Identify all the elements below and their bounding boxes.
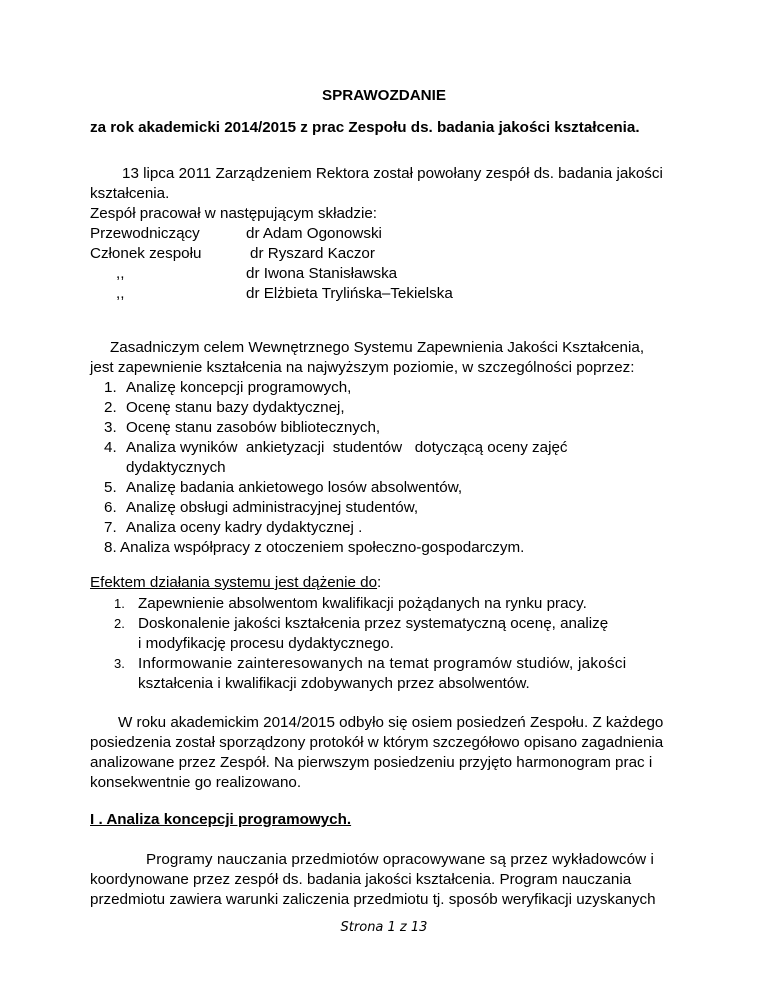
list-item: Analiza oceny kadry dydaktycznej . xyxy=(126,519,363,536)
section-heading: I . Analiza koncepcji programowych. xyxy=(90,811,352,828)
list-number: 3. xyxy=(114,656,125,671)
list-number: 6. xyxy=(104,499,117,516)
meetings-line-4: konsekwentnie go realizowano. xyxy=(90,774,302,791)
effects-heading xyxy=(90,573,381,593)
effects-item: Informowanie zainteresowanych na temat programów studiów, jakości xyxy=(138,655,627,672)
list-item: Analizę koncepcji programowych, xyxy=(126,379,352,396)
effects-item-continued: i modyfikację procesu dydaktycznego. xyxy=(138,635,394,652)
list-number: 4. xyxy=(104,439,117,456)
meetings-line-3: analizowane przez Zespół. Na pierwszym posiedzeniu przyjęto harmonogram prac i xyxy=(90,754,653,771)
intro-line-2: kształcenia. xyxy=(90,185,170,202)
member-name: dr Iwona Stanisławska xyxy=(246,265,398,282)
list-item-continued: dydaktycznych xyxy=(126,459,226,476)
meetings-line-2: posiedzenia został sporządzony protokół w którym szczegółowo opisano zagadnienia xyxy=(90,734,664,751)
list-item: Ocenę stanu bazy dydaktycznej, xyxy=(126,399,345,416)
list-item: Ocenę stanu zasobów bibliotecznych, xyxy=(126,419,381,436)
list-number: 2. xyxy=(104,399,117,416)
member-role: Przewodniczący xyxy=(90,225,200,242)
list-number: 7. xyxy=(104,519,117,536)
member-name: dr Ryszard Kaczor xyxy=(250,245,375,262)
list-item: Analiza wyników ankietyzacji studentów dotyczącą oceny zajęć xyxy=(126,439,568,456)
section-line-3: przedmiotu zawiera warunki zaliczenia przedmiotu tj. sposób weryfikacji uzyskanych xyxy=(90,891,656,908)
document-subtitle: za rok akademicki 2014/2015 z prac Zespołu ds. badania jakości kształcenia. xyxy=(90,119,640,136)
list-number: 1. xyxy=(104,379,117,396)
list-number: 3. xyxy=(104,419,117,436)
section-line-1: Programy nauczania przedmiotów opracowywane są przez wykładowców i xyxy=(146,851,655,868)
effects-item-continued: kształcenia i kwalifikacji zdobywanych przez absolwentów. xyxy=(138,675,530,692)
page-footer: Strona 1 z 13 xyxy=(340,920,428,935)
member-name: dr Adam Ogonowski xyxy=(246,225,382,242)
list-number: 8. xyxy=(104,539,117,556)
list-number: 1. xyxy=(114,596,125,611)
member-role: ,, xyxy=(116,265,125,282)
goal-line-1-text: Zasadniczym celem Wewnętrznego Systemu Zapewnienia Jakości Kształcenia, xyxy=(110,339,645,356)
meetings-line-1: W roku akademickim 2014/2015 odbyło się osiem posiedzeń Zespołu. Z każdego xyxy=(118,714,664,731)
member-role: Członek zespołu xyxy=(90,245,202,262)
effects-item-text: Doskonalenie jakości kształcenia przez systematyczną ocenę, analizę xyxy=(138,615,609,632)
goal-line-2: jest zapewnienie kształcenia na najwyższym poziomie, w szczególności poprzez: xyxy=(90,359,635,376)
intro-line-1: 13 lipca 2011 Zarządzeniem Rektora został powołany zespół ds. badania jakości xyxy=(122,165,663,182)
intro-line-3: Zespół pracował w następującym składzie: xyxy=(90,205,378,222)
member-role: ,, xyxy=(116,285,125,302)
effects-heading-text: Efektem działania systemu jest dążenie do xyxy=(90,574,378,591)
member-name: dr Elżbieta Trylińska–Tekielska xyxy=(246,285,453,302)
section-line-2: koordynowane przez zespół ds. badania jakości kształcenia. Program nauczania xyxy=(90,871,632,888)
effects-heading-colon: : xyxy=(377,574,382,591)
list-number: 5. xyxy=(104,479,117,496)
list-item: Analizę badania ankietowego losów absolwentów, xyxy=(126,479,463,496)
list-item: Analizę obsługi administracyjnej studentów, xyxy=(126,499,419,516)
list-item: Analiza współpracy z otoczeniem społeczno-gospodarczym. xyxy=(120,539,525,556)
effects-item: Zapewnienie absolwentom kwalifikacji pożądanych na rynku pracy. xyxy=(138,595,587,612)
goal-line-1 xyxy=(110,338,678,358)
document-title: SPRAWOZDANIE xyxy=(321,87,447,104)
effects-item xyxy=(138,614,678,634)
list-number: 2. xyxy=(114,616,125,631)
